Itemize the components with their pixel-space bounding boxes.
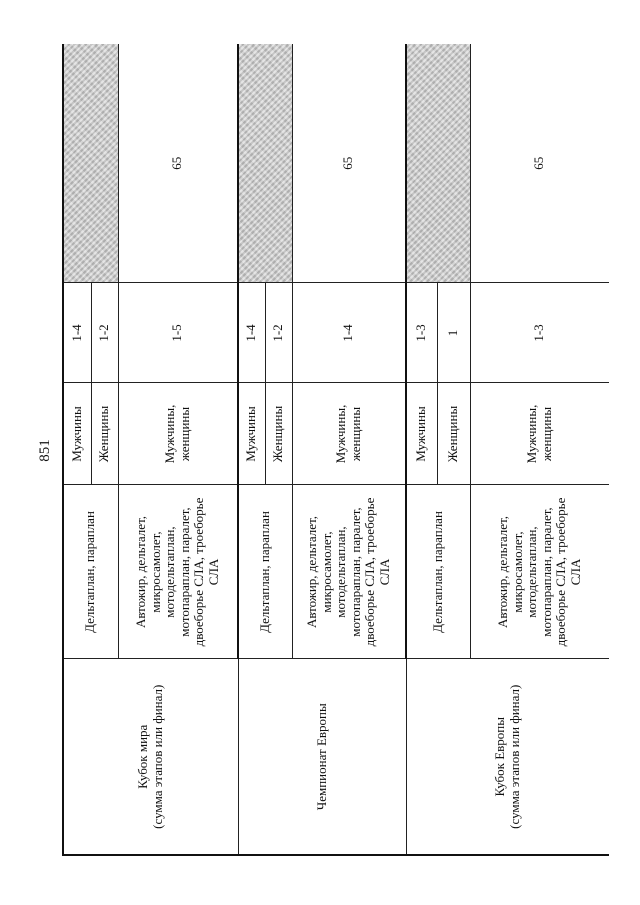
gender-cell: Мужчины [406, 383, 437, 485]
hatched-cell [63, 44, 118, 283]
aircraft-cell: Автожир, дельталет, микросамолет, мотодельтаплан, мотопараплан, паралет, двоеборье СЛА, троеборье СЛА [118, 485, 238, 659]
gender-cell: Мужчины [63, 383, 91, 485]
score-cell: 65 [292, 44, 406, 283]
score-cell: 65 [118, 44, 238, 283]
gender-cell: Мужчины, женщины [118, 383, 238, 485]
score-cell: 65 [470, 44, 609, 283]
gender-cell: Мужчины, женщины [470, 383, 609, 485]
places-cell: 1-3 [406, 283, 437, 383]
gender-cell: Женщины [91, 383, 118, 485]
rotated-table [62, 44, 609, 856]
places-cell: 1-5 [118, 283, 238, 383]
competition-cell: Чемпионат Европы [238, 659, 406, 855]
aircraft-cell: Автожир, дельталет, микросамолет, мотодельтаплан, мотопараплан, паралет, двоеборье СЛА, троеборье СЛА [470, 485, 609, 659]
places-cell: 1-2 [91, 283, 118, 383]
places-cell: 1-2 [265, 283, 292, 383]
gender-cell: Женщины [437, 383, 470, 485]
places-cell: 1 [437, 283, 470, 383]
places-cell: 1-4 [292, 283, 406, 383]
rotated-table-stage [62, 44, 609, 856]
page-number: 851 [36, 438, 53, 462]
gender-cell: Мужчины [238, 383, 265, 485]
competition-cell: Кубок Европы (сумма этапов или финал) [406, 659, 609, 855]
gender-cell: Женщины [265, 383, 292, 485]
aircraft-cell: Дельтаплан, параплан [63, 485, 118, 659]
aircraft-cell: Автожир, дельталет, микросамолет, мотодельтаплан, мотопараплан, паралет, двоеборье СЛА, троеборье СЛА [292, 485, 406, 659]
aircraft-cell: Дельтаплан, параплан [238, 485, 292, 659]
hatched-cell [406, 44, 470, 283]
sports-ranking-table [62, 44, 609, 856]
competition-cell: Кубок мира (сумма этапов или финал) [63, 659, 238, 855]
places-cell: 1-4 [238, 283, 265, 383]
aircraft-cell: Дельтаплан, параплан [406, 485, 470, 659]
gender-cell: Мужчины, женщины [292, 383, 406, 485]
places-cell: 1-4 [63, 283, 91, 383]
hatched-cell [238, 44, 292, 283]
places-cell: 1-3 [470, 283, 609, 383]
